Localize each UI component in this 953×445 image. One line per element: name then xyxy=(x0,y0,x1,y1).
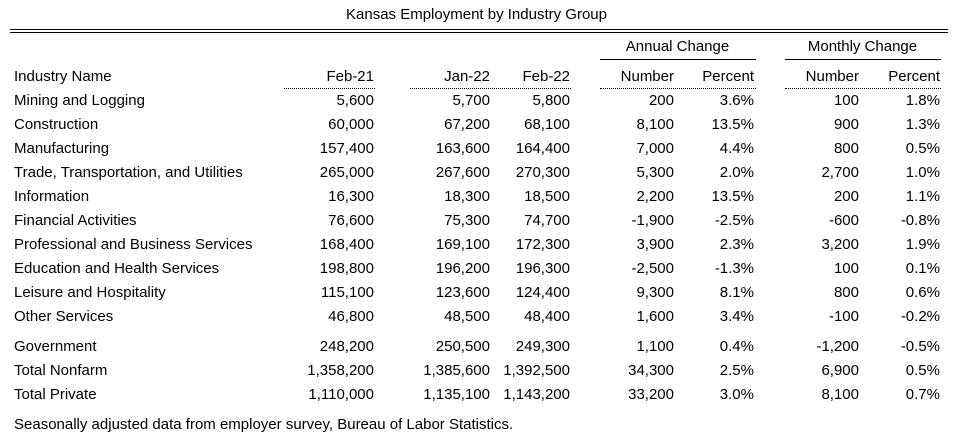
annual-number-cell: -2,500 xyxy=(631,260,674,277)
annual-number-cell: 200 xyxy=(648,92,674,109)
feb22-cell: 74,700 xyxy=(524,212,570,229)
monthly-percent-cell: -0.8% xyxy=(900,212,940,229)
feb21-cell: 115,100 xyxy=(320,284,374,301)
monthly-change-group-header: Monthly Change xyxy=(807,38,918,55)
header-feb22: Feb-22 xyxy=(522,68,570,85)
monthly-number-cell: 800 xyxy=(833,140,859,157)
jan22-cell: 123,600 xyxy=(435,284,490,301)
monthly-percent-cell: 1.3% xyxy=(905,116,940,133)
annual-percent-cell: 2.0% xyxy=(719,164,754,181)
jan22-cell: 75,300 xyxy=(444,212,490,229)
monthly-percent-cell: 0.7% xyxy=(905,386,940,403)
jan22-cell: 5,700 xyxy=(452,92,490,109)
jan22-cell: 196,200 xyxy=(435,260,490,277)
jan22-cell: 67,200 xyxy=(444,116,490,133)
header-jan22: Jan-22 xyxy=(444,68,490,85)
header-annual-number: Number xyxy=(620,68,674,85)
feb21-cell: 60,000 xyxy=(328,116,374,133)
table-row xyxy=(0,236,953,260)
annual-percent-cell: 3.4% xyxy=(719,308,754,325)
monthly-change-underline xyxy=(785,59,941,60)
industry-name-cell: Other Services xyxy=(14,308,114,325)
header-industry-name: Industry Name xyxy=(14,68,112,85)
feb22-cell: 124,400 xyxy=(515,284,570,301)
annual-percent-cell: 13.5% xyxy=(711,116,754,133)
monthly-number-cell: -1,200 xyxy=(816,338,859,355)
table-row xyxy=(0,362,953,386)
feb21-cell: 76,600 xyxy=(328,212,374,229)
industry-name-cell: Leisure and Hospitality xyxy=(14,284,166,301)
annual-number-cell: -1,900 xyxy=(631,212,674,229)
annual-percent-cell: 2.5% xyxy=(719,362,754,379)
monthly-percent-cell: 1.8% xyxy=(905,92,940,109)
feb22-cell: 18,500 xyxy=(524,188,570,205)
industry-name-cell: Manufacturing xyxy=(14,140,110,157)
annual-number-cell: 1,600 xyxy=(636,308,674,325)
annual-percent-cell: 13.5% xyxy=(711,188,754,205)
industry-name-cell: Total Nonfarm xyxy=(14,362,108,379)
monthly-number-cell: 3,200 xyxy=(821,236,859,253)
annual-change-underline xyxy=(600,59,756,60)
monthly-number-cell: 800 xyxy=(833,284,859,301)
annual-number-cell: 33,200 xyxy=(628,386,674,403)
annual-number-cell: 9,300 xyxy=(636,284,674,301)
annual-percent-cell: 0.4% xyxy=(719,338,754,355)
annual-percent-cell: -1.3% xyxy=(714,260,754,277)
annual-number-cell: 7,000 xyxy=(636,140,674,157)
feb21-cell: 265,000 xyxy=(319,164,374,181)
header-monthly-number: Number xyxy=(805,68,859,85)
jan22-cell: 1,385,600 xyxy=(423,362,490,379)
monthly-number-cell: 2,700 xyxy=(821,164,859,181)
monthly-number-cell: 100 xyxy=(833,260,859,277)
annual-number-cell: 3,900 xyxy=(636,236,674,253)
industry-name-cell: Information xyxy=(14,188,90,205)
monthly-percent-cell: 0.5% xyxy=(905,362,940,379)
jan22-cell: 18,300 xyxy=(444,188,490,205)
jan22-cell: 250,500 xyxy=(435,338,490,355)
feb22-cell: 1,392,500 xyxy=(503,362,570,379)
monthly-number-cell: -600 xyxy=(828,212,859,229)
feb21-cell: 248,200 xyxy=(319,338,374,355)
table-row xyxy=(0,284,953,308)
feb22-cell: 172,300 xyxy=(515,236,570,253)
table-row xyxy=(0,188,953,212)
header-monthly-percent: Percent xyxy=(888,68,940,85)
annual-change-group-header: Annual Change xyxy=(625,38,730,55)
table-row xyxy=(0,92,953,116)
annual-percent-cell: 3.6% xyxy=(719,92,754,109)
jan22-cell: 169,100 xyxy=(435,236,490,253)
feb22-cell: 68,100 xyxy=(524,116,570,133)
monthly-percent-cell: 1.9% xyxy=(905,236,940,253)
industry-name-cell: Professional and Business Services xyxy=(14,236,253,253)
jan22-cell: 48,500 xyxy=(444,308,490,325)
source-note: Seasonally adjusted data from employer survey, Bureau of Labor Statistics. xyxy=(14,416,514,433)
monthly-percent-cell: 0.1% xyxy=(905,260,940,277)
table-row xyxy=(0,212,953,236)
feb22-cell: 5,800 xyxy=(532,92,570,109)
monthly-percent-cell: 1.0% xyxy=(905,164,940,181)
header-underline-jan-feb22 xyxy=(410,88,571,89)
header-underline-monthly xyxy=(785,88,941,89)
jan22-cell: 267,600 xyxy=(435,164,490,181)
feb22-cell: 249,300 xyxy=(515,338,570,355)
industry-name-cell: Government xyxy=(14,338,97,355)
jan22-cell: 1,135,100 xyxy=(423,386,490,403)
feb22-cell: 48,400 xyxy=(524,308,570,325)
industry-name-cell: Construction xyxy=(14,116,99,133)
feb21-cell: 1,110,000 xyxy=(308,386,374,403)
header-underline-feb21 xyxy=(284,88,375,89)
table-title: Kansas Employment by Industry Group xyxy=(346,6,607,23)
annual-number-cell: 5,300 xyxy=(636,164,674,181)
annual-number-cell: 2,200 xyxy=(636,188,674,205)
table-row xyxy=(0,260,953,284)
industry-name-cell: Financial Activities xyxy=(14,212,137,229)
monthly-number-cell: 100 xyxy=(833,92,859,109)
annual-percent-cell: 4.4% xyxy=(719,140,754,157)
industry-name-cell: Education and Health Services xyxy=(14,260,220,277)
monthly-percent-cell: 1.1% xyxy=(905,188,940,205)
top-rule-secondary xyxy=(10,32,948,33)
annual-number-cell: 1,100 xyxy=(636,338,674,355)
feb21-cell: 16,300 xyxy=(328,188,374,205)
table-row xyxy=(0,308,953,332)
industry-name-cell: Mining and Logging xyxy=(14,92,145,109)
annual-percent-cell: 8.1% xyxy=(719,284,754,301)
feb22-cell: 196,300 xyxy=(515,260,570,277)
header-underline-annual xyxy=(600,88,756,89)
annual-percent-cell: -2.5% xyxy=(714,212,754,229)
table-row xyxy=(0,164,953,188)
feb21-cell: 1,358,200 xyxy=(307,362,374,379)
table-row xyxy=(0,338,953,362)
feb21-cell: 157,400 xyxy=(319,140,374,157)
monthly-percent-cell: -0.2% xyxy=(900,308,940,325)
table-row xyxy=(0,116,953,140)
table-row xyxy=(0,140,953,164)
monthly-percent-cell: 0.5% xyxy=(905,140,940,157)
jan22-cell: 163,600 xyxy=(435,140,490,157)
monthly-percent-cell: -0.5% xyxy=(900,338,940,355)
annual-number-cell: 34,300 xyxy=(628,362,674,379)
annual-percent-cell: 3.0% xyxy=(719,386,754,403)
monthly-number-cell: -100 xyxy=(828,308,859,325)
table-row xyxy=(0,386,953,410)
annual-percent-cell: 2.3% xyxy=(719,236,754,253)
industry-name-cell: Total Private xyxy=(14,386,97,403)
feb21-cell: 198,800 xyxy=(319,260,374,277)
monthly-number-cell: 6,900 xyxy=(821,362,859,379)
industry-name-cell: Trade, Transportation, and Utilities xyxy=(14,164,243,181)
feb22-cell: 164,400 xyxy=(515,140,570,157)
feb22-cell: 1,143,200 xyxy=(503,386,570,403)
monthly-number-cell: 8,100 xyxy=(821,386,859,403)
header-annual-percent: Percent xyxy=(702,68,754,85)
feb22-cell: 270,300 xyxy=(515,164,570,181)
feb21-cell: 46,800 xyxy=(328,308,374,325)
feb21-cell: 5,600 xyxy=(336,92,374,109)
top-rule xyxy=(10,29,948,30)
header-feb21: Feb-21 xyxy=(326,68,374,85)
monthly-number-cell: 200 xyxy=(833,188,859,205)
annual-number-cell: 8,100 xyxy=(636,116,674,133)
monthly-number-cell: 900 xyxy=(833,116,859,133)
monthly-percent-cell: 0.6% xyxy=(905,284,940,301)
feb21-cell: 168,400 xyxy=(319,236,374,253)
